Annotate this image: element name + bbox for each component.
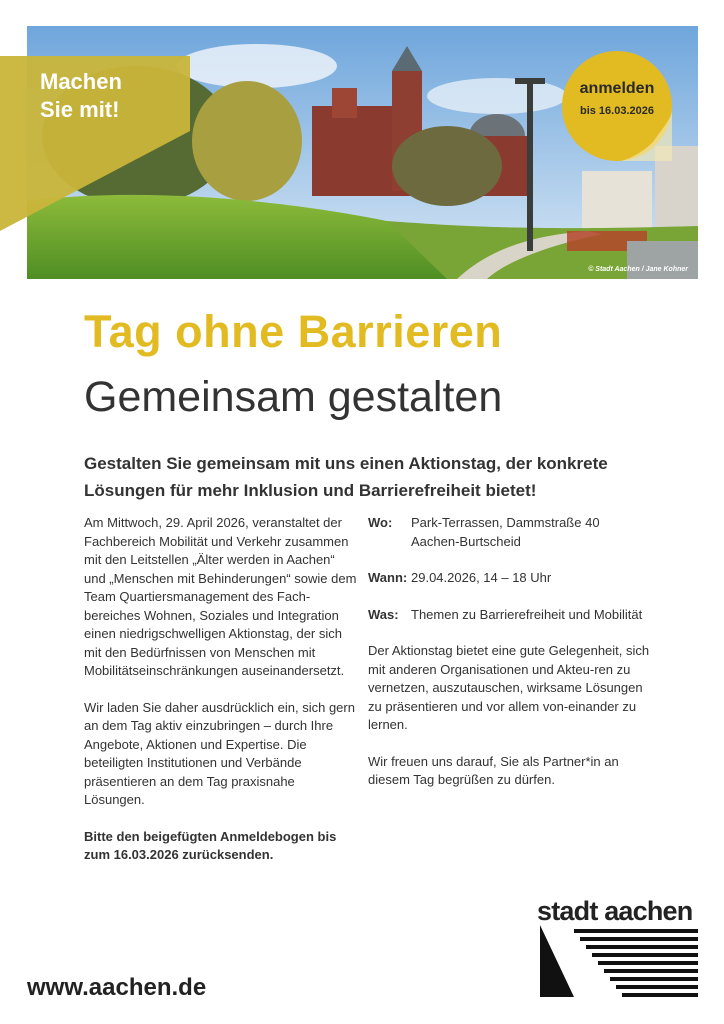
registration-note: Bitte den beigefügten Anmeldebogen bis zum 16.03.2026 zurücksenden. <box>84 828 337 862</box>
left-column <box>84 514 359 883</box>
info-where <box>368 514 653 551</box>
info-what <box>368 606 653 625</box>
closing-paragraph: Wir freuen uns darauf, Sie als Partner*in an diesem Tag begrüßen zu dürfen. <box>368 753 619 787</box>
when-label: Wann: <box>368 570 408 585</box>
website-link[interactable]: www.aachen.de <box>27 974 207 1001</box>
info-when <box>368 569 653 588</box>
intro-paragraph: Am Mittwoch, 29. April 2026, veranstaltet der Fachbereich Mobilität und Verkehr zusammen mit den Leitstellen „Älter werden in Aachen“ und „Menschen mit Behinderungen“ sowie dem Team Quartiersmanagement des Fach-bereiches Wohnen, Soziales und Integration einen niedrigschwelligen Aktionstag, der sich mit den Bedürfnissen von Menschen mit Mobilitätseinschränkungen auseinandersetzt. <box>84 515 357 678</box>
register-badge-date: bis 16.03.2026 <box>579 105 654 117</box>
page-subtitle: Gemeinsam gestalten <box>84 373 503 421</box>
right-column <box>368 514 653 808</box>
join-us-label <box>40 68 122 124</box>
page-title: Tag ohne Barrieren <box>84 306 503 357</box>
join-us-line-2: Sie mit! <box>40 97 120 122</box>
register-badge-main: anmelden <box>579 80 655 97</box>
city-logo-icon <box>540 925 700 997</box>
city-logo-text: stadt aachen <box>537 896 693 926</box>
where-value <box>411 514 653 551</box>
what-label: Was: <box>368 606 399 622</box>
opportunity-paragraph: Der Aktionstag bietet eine gute Gelegenheit, sich mit anderen Organisationen und Akteu-ren zu vernetzen, auszutauschen, wirksame Lösungen zu präsentieren und vor allem von-einander zu lernen. <box>368 643 650 732</box>
invitation-paragraph: Wir laden Sie daher ausdrücklich ein, sich gern an dem Tag aktiv einzubringen – durch Ihre Angebote, Aktionen und Expertise. Die beteiligten Institutionen und Verbände präsentieren an dem Tag praxisnahe Lösungen. <box>84 699 355 807</box>
where-label: Wo: <box>368 515 393 530</box>
join-us-line-1: Machen <box>40 69 122 94</box>
where-value-line-1: Park-Terrassen, Dammstraße 40 <box>411 515 600 530</box>
what-value: Themen zu Barrierefreiheit und Mobilität <box>411 606 643 622</box>
photo-credit: © Stadt Aachen / Jane Kohner <box>588 266 688 273</box>
lead-text: Gestalten Sie gemeinsam mit uns einen Aktionstag, der konkrete Lösungen für mehr Inklusion und Barrierefreiheit bietet! <box>84 454 608 500</box>
where-value-line-2: Aachen-Burtscheid <box>411 533 521 549</box>
when-value: 29.04.2026, 14 – 18 Uhr <box>411 570 552 585</box>
